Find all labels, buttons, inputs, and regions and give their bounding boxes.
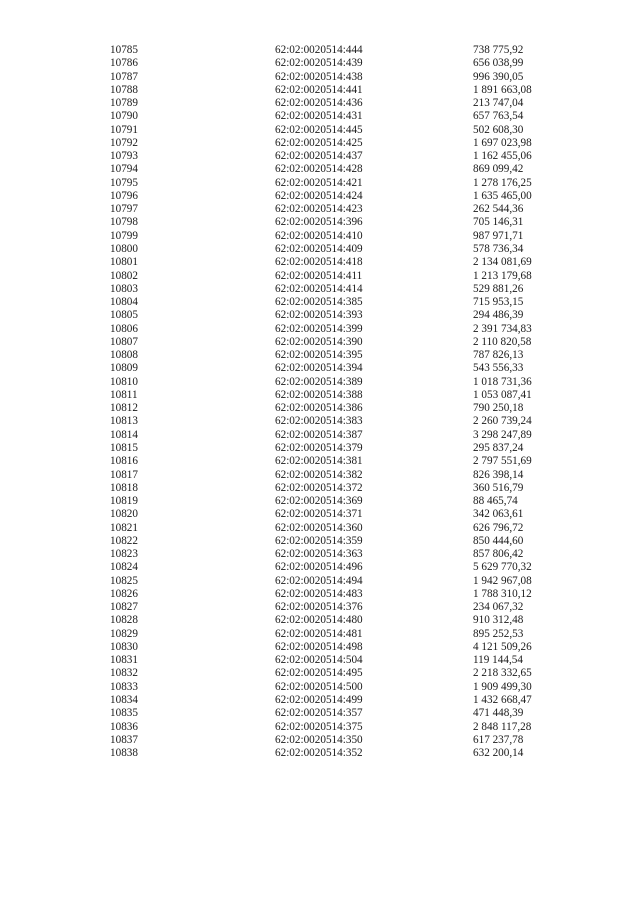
cadastral-value-cell: 295 837,24: [473, 441, 524, 454]
cadastral-value-cell: 2 110 820,58: [473, 335, 532, 348]
table-row: [110, 561, 563, 574]
table-row: [110, 654, 563, 667]
table-row: [110, 707, 563, 720]
table-row: [110, 270, 563, 283]
cadastral-value-cell: 1 162 455,06: [473, 150, 532, 163]
row-number-cell: 10835: [110, 707, 138, 720]
cadastral-number-cell: 62:02:0020514:363: [275, 548, 363, 561]
table-row: [110, 455, 563, 468]
cadastral-number-cell: 62:02:0020514:425: [275, 136, 363, 149]
table-row: [110, 283, 563, 296]
cadastral-value-cell: 213 747,04: [473, 97, 524, 110]
cadastral-number-cell: 62:02:0020514:499: [275, 694, 363, 707]
cadastral-value-cell: 502 608,30: [473, 123, 524, 136]
cadastral-number-cell: 62:02:0020514:418: [275, 256, 363, 269]
cadastral-number-cell: 62:02:0020514:371: [275, 508, 363, 521]
cadastral-value-cell: 2 218 332,65: [473, 667, 532, 680]
cadastral-number-cell: 62:02:0020514:411: [275, 269, 363, 282]
cadastral-value-cell: 790 250,18: [473, 402, 524, 415]
table-row: [110, 469, 563, 482]
cadastral-number-cell: 62:02:0020514:389: [275, 375, 363, 388]
table-row: [110, 71, 563, 84]
cadastral-number-cell: 62:02:0020514:439: [275, 57, 363, 70]
table-row: [110, 402, 563, 415]
cadastral-value-cell: 360 516,79: [473, 481, 524, 494]
row-number-cell: 10794: [110, 163, 138, 176]
table-row: [110, 349, 563, 362]
row-number-cell: 10822: [110, 534, 138, 547]
cadastral-value-cell: 1 909 499,30: [473, 680, 532, 693]
table-row: [110, 362, 563, 375]
cadastral-value-cell: 632 200,14: [473, 747, 524, 760]
row-number-cell: 10829: [110, 627, 138, 640]
row-number-cell: 10810: [110, 375, 138, 388]
cadastral-value-cell: 2 848 117,28: [473, 720, 532, 733]
cadastral-number-cell: 62:02:0020514:372: [275, 481, 363, 494]
table-row: [110, 137, 563, 150]
cadastral-number-cell: 62:02:0020514:379: [275, 441, 363, 454]
row-number-cell: 10830: [110, 640, 138, 653]
cadastral-value-table: [110, 44, 563, 760]
cadastral-value-cell: 2 797 551,69: [473, 455, 532, 468]
cadastral-number-cell: 62:02:0020514:414: [275, 282, 363, 295]
cadastral-value-cell: 2 134 081,69: [473, 256, 532, 269]
cadastral-value-cell: 715 953,15: [473, 296, 524, 309]
row-number-cell: 10831: [110, 654, 138, 667]
cadastral-number-cell: 62:02:0020514:360: [275, 521, 363, 534]
cadastral-value-cell: 471 448,39: [473, 707, 524, 720]
row-number-cell: 10819: [110, 495, 138, 508]
cadastral-number-cell: 62:02:0020514:387: [275, 428, 363, 441]
cadastral-value-cell: 1 053 087,41: [473, 388, 532, 401]
cadastral-value-cell: 787 826,13: [473, 349, 524, 362]
table-row: [110, 256, 563, 269]
cadastral-value-cell: 857 806,42: [473, 548, 524, 561]
table-row: [110, 575, 563, 588]
table-row: [110, 415, 563, 428]
row-number-cell: 10796: [110, 189, 138, 202]
table-row: [110, 628, 563, 641]
cadastral-value-cell: 657 763,54: [473, 110, 524, 123]
cadastral-value-cell: 1 213 179,68: [473, 269, 532, 282]
cadastral-number-cell: 62:02:0020514:357: [275, 707, 363, 720]
row-number-cell: 10805: [110, 309, 138, 322]
row-number-cell: 10790: [110, 110, 138, 123]
row-number-cell: 10797: [110, 203, 138, 216]
table-row: [110, 323, 563, 336]
row-number-cell: 10834: [110, 694, 138, 707]
table-row: [110, 442, 563, 455]
table-row: [110, 641, 563, 654]
row-number-cell: 10816: [110, 455, 138, 468]
table-row: [110, 588, 563, 601]
cadastral-value-cell: 294 486,39: [473, 309, 524, 322]
row-number-cell: 10820: [110, 508, 138, 521]
cadastral-number-cell: 62:02:0020514:393: [275, 309, 363, 322]
cadastral-value-cell: 705 146,31: [473, 216, 524, 229]
table-row: [110, 522, 563, 535]
cadastral-number-cell: 62:02:0020514:481: [275, 627, 363, 640]
table-body: [110, 44, 563, 760]
cadastral-value-cell: 850 444,60: [473, 534, 524, 547]
cadastral-value-cell: 342 063,61: [473, 508, 524, 521]
row-number-cell: 10786: [110, 57, 138, 70]
table-row: [110, 124, 563, 137]
row-number-cell: 10836: [110, 720, 138, 733]
row-number-cell: 10837: [110, 733, 138, 746]
cadastral-value-cell: 2 391 734,83: [473, 322, 532, 335]
cadastral-value-cell: 578 736,34: [473, 242, 524, 255]
table-row: [110, 84, 563, 97]
cadastral-number-cell: 62:02:0020514:388: [275, 388, 363, 401]
table-row: [110, 389, 563, 402]
row-number-cell: 10799: [110, 229, 138, 242]
cadastral-value-cell: 656 038,99: [473, 57, 524, 70]
row-number-cell: 10815: [110, 441, 138, 454]
row-number-cell: 10801: [110, 256, 138, 269]
row-number-cell: 10821: [110, 521, 138, 534]
cadastral-number-cell: 62:02:0020514:369: [275, 495, 363, 508]
cadastral-value-cell: 1 788 310,12: [473, 587, 532, 600]
cadastral-number-cell: 62:02:0020514:500: [275, 680, 363, 693]
cadastral-number-cell: 62:02:0020514:498: [275, 640, 363, 653]
row-number-cell: 10832: [110, 667, 138, 680]
cadastral-number-cell: 62:02:0020514:428: [275, 163, 363, 176]
row-number-cell: 10814: [110, 428, 138, 441]
cadastral-value-cell: 617 237,78: [473, 733, 524, 746]
table-row: [110, 203, 563, 216]
cadastral-number-cell: 62:02:0020514:496: [275, 561, 363, 574]
cadastral-number-cell: 62:02:0020514:350: [275, 733, 363, 746]
row-number-cell: 10785: [110, 44, 138, 56]
cadastral-value-cell: 4 121 509,26: [473, 640, 532, 653]
row-number-cell: 10787: [110, 70, 138, 83]
cadastral-number-cell: 62:02:0020514:444: [275, 44, 363, 56]
cadastral-value-cell: 626 796,72: [473, 521, 524, 534]
row-number-cell: 10827: [110, 601, 138, 614]
cadastral-number-cell: 62:02:0020514:438: [275, 70, 363, 83]
row-number-cell: 10828: [110, 614, 138, 627]
cadastral-value-cell: 1 942 967,08: [473, 574, 532, 587]
row-number-cell: 10809: [110, 362, 138, 375]
cadastral-number-cell: 62:02:0020514:436: [275, 97, 363, 110]
cadastral-number-cell: 62:02:0020514:399: [275, 322, 363, 335]
row-number-cell: 10807: [110, 335, 138, 348]
cadastral-number-cell: 62:02:0020514:395: [275, 349, 363, 362]
cadastral-number-cell: 62:02:0020514:382: [275, 468, 363, 481]
row-number-cell: 10806: [110, 322, 138, 335]
table-row: [110, 601, 563, 614]
cadastral-number-cell: 62:02:0020514:445: [275, 123, 363, 136]
cadastral-value-cell: 826 398,14: [473, 468, 524, 481]
table-row: [110, 508, 563, 521]
row-number-cell: 10788: [110, 83, 138, 96]
cadastral-number-cell: 62:02:0020514:437: [275, 150, 363, 163]
table-row: [110, 548, 563, 561]
row-number-cell: 10812: [110, 402, 138, 415]
table-row: [110, 243, 563, 256]
table-row: [110, 44, 563, 57]
cadastral-number-cell: 62:02:0020514:421: [275, 176, 363, 189]
table-row: [110, 429, 563, 442]
cadastral-value-cell: 1 432 668,47: [473, 694, 532, 707]
table-row: [110, 376, 563, 389]
row-number-cell: 10825: [110, 574, 138, 587]
table-row: [110, 216, 563, 229]
cadastral-number-cell: 62:02:0020514:423: [275, 203, 363, 216]
cadastral-number-cell: 62:02:0020514:375: [275, 720, 363, 733]
row-number-cell: 10798: [110, 216, 138, 229]
table-row: [110, 667, 563, 680]
cadastral-value-cell: 3 298 247,89: [473, 428, 532, 441]
row-number-cell: 10793: [110, 150, 138, 163]
table-row: [110, 734, 563, 747]
cadastral-number-cell: 62:02:0020514:385: [275, 296, 363, 309]
cadastral-value-cell: 543 556,33: [473, 362, 524, 375]
cadastral-number-cell: 62:02:0020514:352: [275, 747, 363, 760]
table-row: [110, 336, 563, 349]
table-row: [110, 495, 563, 508]
row-number-cell: 10803: [110, 282, 138, 295]
table-row: [110, 309, 563, 322]
table-row: [110, 747, 563, 760]
table-row: [110, 296, 563, 309]
cadastral-number-cell: 62:02:0020514:376: [275, 601, 363, 614]
cadastral-value-cell: 5 629 770,32: [473, 561, 532, 574]
cadastral-value-cell: 88 465,74: [473, 495, 518, 508]
table-row: [110, 721, 563, 734]
cadastral-value-cell: 996 390,05: [473, 70, 524, 83]
row-number-cell: 10802: [110, 269, 138, 282]
cadastral-value-cell: 119 144,54: [473, 654, 523, 667]
table-row: [110, 57, 563, 70]
table-row: [110, 694, 563, 707]
row-number-cell: 10833: [110, 680, 138, 693]
cadastral-value-cell: 1 635 465,00: [473, 189, 532, 202]
cadastral-number-cell: 62:02:0020514:381: [275, 455, 363, 468]
cadastral-number-cell: 62:02:0020514:494: [275, 574, 363, 587]
table-row: [110, 482, 563, 495]
row-number-cell: 10824: [110, 561, 138, 574]
cadastral-number-cell: 62:02:0020514:495: [275, 667, 363, 680]
row-number-cell: 10823: [110, 548, 138, 561]
cadastral-value-cell: 1 891 663,08: [473, 83, 532, 96]
cadastral-number-cell: 62:02:0020514:390: [275, 335, 363, 348]
table-row: [110, 97, 563, 110]
cadastral-value-cell: 1 278 176,25: [473, 176, 532, 189]
cadastral-number-cell: 62:02:0020514:441: [275, 83, 363, 96]
cadastral-value-cell: 1 018 731,36: [473, 375, 532, 388]
row-number-cell: 10826: [110, 587, 138, 600]
table-row: [110, 190, 563, 203]
row-number-cell: 10804: [110, 296, 138, 309]
cadastral-value-cell: 895 252,53: [473, 627, 524, 640]
table-row: [110, 230, 563, 243]
table-row: [110, 535, 563, 548]
cadastral-number-cell: 62:02:0020514:359: [275, 534, 363, 547]
cadastral-number-cell: 62:02:0020514:409: [275, 242, 363, 255]
row-number-cell: 10813: [110, 415, 138, 428]
row-number-cell: 10817: [110, 468, 138, 481]
cadastral-number-cell: 62:02:0020514:480: [275, 614, 363, 627]
cadastral-number-cell: 62:02:0020514:483: [275, 587, 363, 600]
cadastral-value-cell: 987 971,71: [473, 229, 524, 242]
cadastral-number-cell: 62:02:0020514:424: [275, 189, 363, 202]
cadastral-number-cell: 62:02:0020514:394: [275, 362, 363, 375]
cadastral-number-cell: 62:02:0020514:504: [275, 654, 363, 667]
row-number-cell: 10795: [110, 176, 138, 189]
table-row: [110, 163, 563, 176]
cadastral-number-cell: 62:02:0020514:410: [275, 229, 363, 242]
table-row: [110, 110, 563, 123]
row-number-cell: 10811: [110, 388, 138, 401]
cadastral-value-cell: 2 260 739,24: [473, 415, 532, 428]
table-row: [110, 150, 563, 163]
row-number-cell: 10800: [110, 242, 138, 255]
cadastral-value-cell: 738 775,92: [473, 44, 524, 56]
cadastral-value-cell: 529 881,26: [473, 282, 524, 295]
table-row: [110, 681, 563, 694]
cadastral-value-cell: 869 099,42: [473, 163, 524, 176]
cadastral-value-cell: 1 697 023,98: [473, 136, 532, 149]
cadastral-number-cell: 62:02:0020514:431: [275, 110, 363, 123]
row-number-cell: 10789: [110, 97, 138, 110]
row-number-cell: 10838: [110, 747, 138, 760]
cadastral-number-cell: 62:02:0020514:396: [275, 216, 363, 229]
table-row: [110, 177, 563, 190]
row-number-cell: 10791: [110, 123, 138, 136]
table-row: [110, 614, 563, 627]
cadastral-value-cell: 234 067,32: [473, 601, 524, 614]
row-number-cell: 10808: [110, 349, 138, 362]
cadastral-number-cell: 62:02:0020514:386: [275, 402, 363, 415]
row-number-cell: 10818: [110, 481, 138, 494]
row-number-cell: 10792: [110, 136, 138, 149]
cadastral-number-cell: 62:02:0020514:383: [275, 415, 363, 428]
cadastral-value-cell: 910 312,48: [473, 614, 524, 627]
cadastral-value-cell: 262 544,36: [473, 203, 524, 216]
